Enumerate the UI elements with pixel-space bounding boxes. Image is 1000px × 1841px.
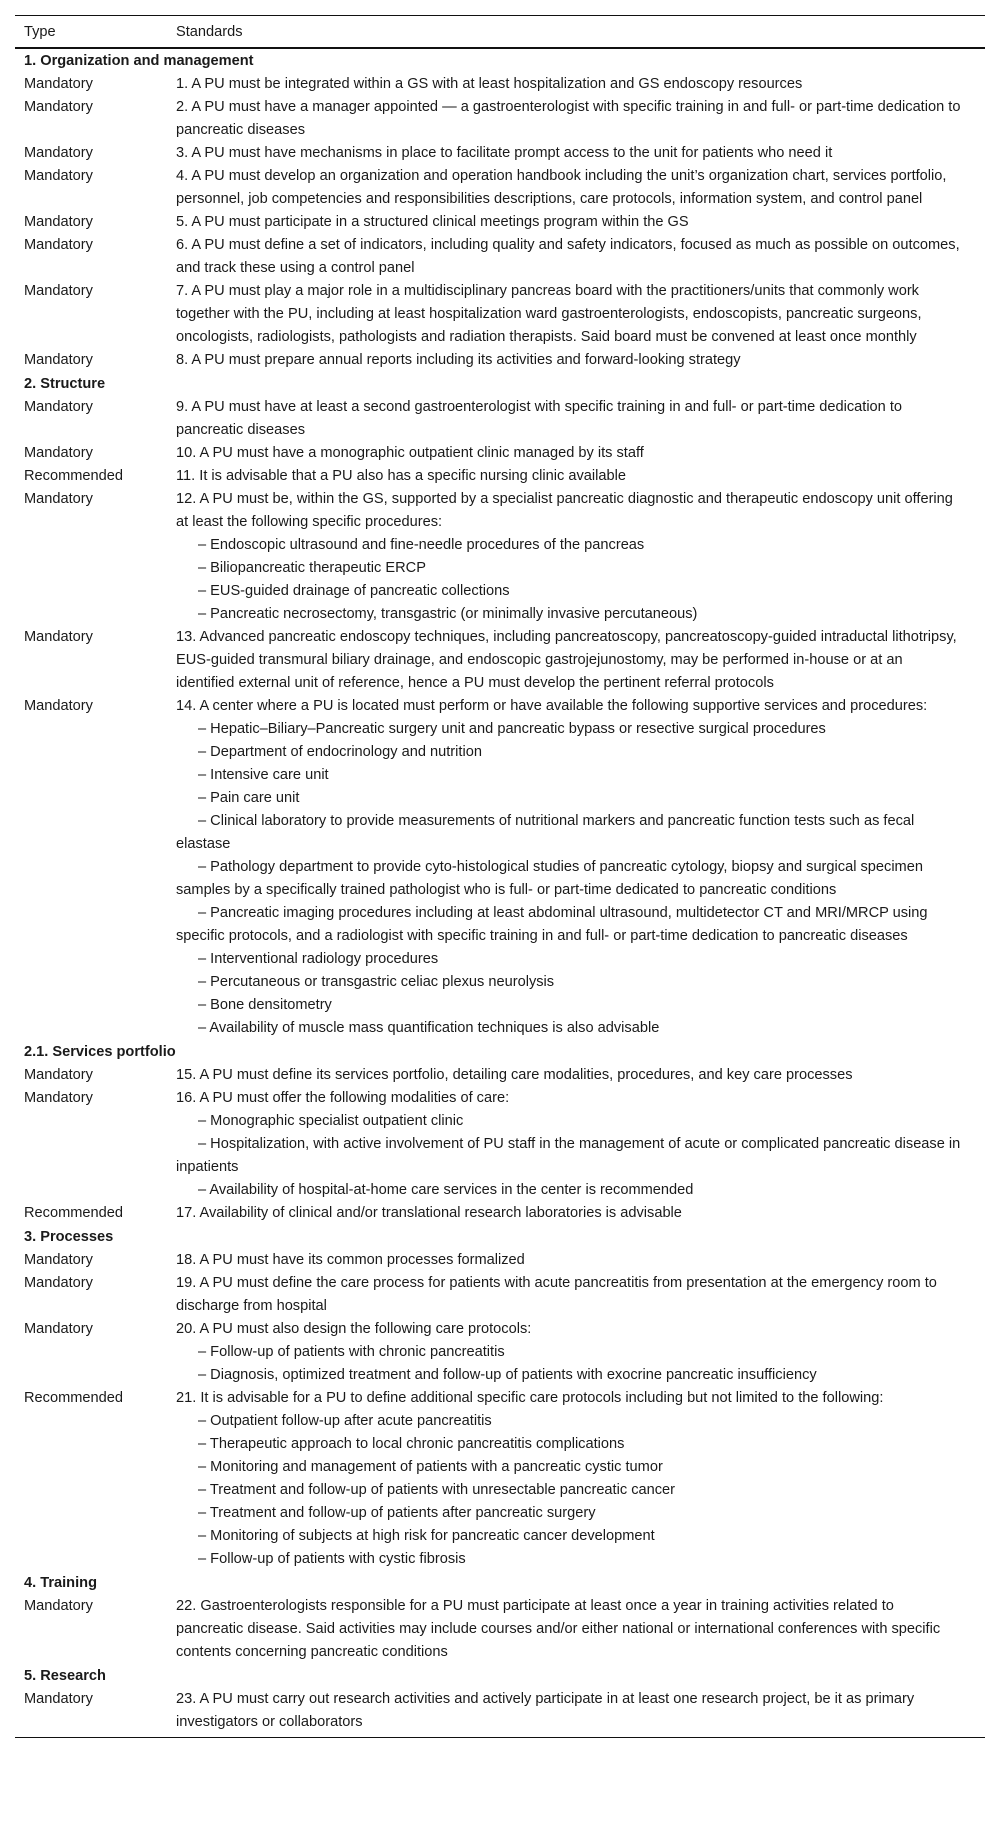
section-heading: 5. Research: [24, 1668, 106, 1684]
standard-text: 21. It is advisable for a PU to define additional specific care protocols including but not limited to the following:: [176, 1390, 884, 1406]
table-bottom-rule: [15, 1737, 985, 1738]
standard-text: 6. A PU must define a set of indicators, including quality and safety indicators, focused as much as possible on outcomes, and track these using a control panel: [176, 237, 960, 276]
standard-subitem: – Availability of muscle mass quantification techniques is also advisable: [198, 1020, 660, 1036]
standard-cell: [176, 1318, 985, 1387]
table-row: [15, 1387, 985, 1571]
standard-cell: [176, 626, 985, 695]
type-cell: Mandatory: [24, 352, 93, 368]
standard-subitem: – Interventional radiology procedures: [198, 951, 439, 967]
standard-subitem: – Treatment and follow-up of patients with unresectable pancreatic cancer: [198, 1482, 675, 1498]
standard-text: 2. A PU must have a manager appointed — a gastroenterologist with specific training in and full- or part-time dedication to pancreatic diseases: [176, 99, 961, 138]
standard-cell: [176, 1387, 985, 1571]
standard-text: 4. A PU must develop an organization and operation handbook including the unit’s organization chart, services portfolio, personnel, job competencies and responsibilities descriptions, care protocols, information system, and control panel: [176, 168, 947, 207]
type-cell: Mandatory: [24, 491, 93, 507]
standard-text: 23. A PU must carry out research activities and actively participate in at least one research project, be it as primary investigators or collaborators: [176, 1691, 915, 1730]
standard-cell: [176, 1688, 985, 1734]
standard-subitem: – Monitoring and management of patients with a pancreatic cystic tumor: [198, 1459, 663, 1475]
standard-cell: [176, 695, 985, 1040]
standard-text: 22. Gastroenterologists responsible for a PU must participate at least once a year in training activities related to pancreatic disease. Said activities may include courses and/or either national or international conferences with specific contents concerning pancreatic conditions: [176, 1598, 941, 1660]
type-cell: Mandatory: [24, 445, 93, 461]
standard-subitem: – Pathology department to provide cyto-histological studies of pancreatic cytology, biopsy and surgical specimen samples by a specifically trained pathologist who is full- or part-time dedicated to pancreatic conditions: [176, 859, 923, 898]
standard-text: 20. A PU must also design the following care protocols:: [176, 1321, 532, 1337]
type-cell: Recommended: [24, 1205, 123, 1221]
standard-subitem: – Follow-up of patients with chronic pancreatitis: [198, 1344, 505, 1360]
standard-subitem: – Availability of hospital-at-home care services in the center is recommended: [198, 1182, 694, 1198]
table-row: [15, 442, 985, 465]
standard-subitem: – Follow-up of patients with cystic fibrosis: [198, 1551, 466, 1567]
standard-cell: [176, 96, 985, 142]
table-row: [15, 234, 985, 280]
standard-subitem: – Endoscopic ultrasound and fine-needle procedures of the pancreas: [198, 537, 645, 553]
table-row: [15, 1318, 985, 1387]
table-row: [15, 1272, 985, 1318]
standard-text: 18. A PU must have its common processes formalized: [176, 1252, 525, 1268]
type-cell: Mandatory: [24, 1321, 93, 1337]
table-row: [15, 349, 985, 372]
table-row: [15, 1595, 985, 1664]
standard-cell: [176, 280, 985, 349]
standard-cell: [176, 211, 985, 234]
standard-text: 10. A PU must have a monographic outpatient clinic managed by its staff: [176, 445, 644, 461]
standard-text: 9. A PU must have at least a second gastroenterologist with specific training in and full- or part-time dedication to pancreatic diseases: [176, 399, 903, 438]
standard-subitem: – Percutaneous or transgastric celiac plexus neurolysis: [198, 974, 555, 990]
type-cell: Mandatory: [24, 1275, 93, 1291]
standard-subitem: – Treatment and follow-up of patients after pancreatic surgery: [198, 1505, 596, 1521]
table-header-row: [15, 16, 985, 47]
standard-text: 1. A PU must be integrated within a GS with at least hospitalization and GS endoscopy resources: [176, 76, 803, 92]
standard-subitem: – Pancreatic imaging procedures including at least abdominal ultrasound, multidetector CT and MRI/MRCP using specific protocols, and a radiologist with specific training in and full- or part-time dedication to pancreatic diseases: [176, 905, 928, 944]
table-row: [15, 1202, 985, 1225]
standard-subitem: – Monitoring of subjects at high risk for pancreatic cancer development: [198, 1528, 655, 1544]
type-cell: Mandatory: [24, 1067, 93, 1083]
table-row: [15, 280, 985, 349]
type-cell: Mandatory: [24, 629, 93, 645]
type-cell: Mandatory: [24, 1598, 93, 1614]
table-row: [15, 626, 985, 695]
type-cell: Mandatory: [24, 76, 93, 92]
standard-cell: [176, 1087, 985, 1202]
section-heading: 1. Organization and management: [24, 53, 254, 69]
type-cell: Mandatory: [24, 99, 93, 115]
table-row: [15, 1087, 985, 1202]
standard-cell: [176, 1202, 985, 1225]
standard-cell: [176, 396, 985, 442]
table-row: [15, 1688, 985, 1734]
standard-text: 7. A PU must play a major role in a multidisciplinary pancreas board with the practitioners/units that commonly work together with the PU, including at least hospitalization ward gastroenterologists, endoscopists, pancreatic surgeons, oncologists, radiologists, pathologists and radiation therapists. Said board must be convened at least once monthly: [176, 283, 922, 345]
type-cell: Mandatory: [24, 237, 93, 253]
standard-subitem: – Hepatic–Biliary–Pancreatic surgery unit and pancreatic bypass or resective surgical procedures: [198, 721, 826, 737]
standard-cell: [176, 349, 985, 372]
standard-cell: [176, 73, 985, 96]
standard-text: 19. A PU must define the care process for patients with acute pancreatitis from presentation at the emergency room to discharge from hospital: [176, 1275, 937, 1314]
type-cell: Mandatory: [24, 168, 93, 184]
type-cell: Mandatory: [24, 283, 93, 299]
standard-text: 3. A PU must have mechanisms in place to facilitate prompt access to the unit for patients who need it: [176, 145, 833, 161]
type-cell: Mandatory: [24, 698, 93, 714]
standard-cell: [176, 1272, 985, 1318]
standard-subitem: – Department of endocrinology and nutrition: [198, 744, 482, 760]
type-cell: Mandatory: [24, 399, 93, 415]
standard-subitem: – Outpatient follow-up after acute pancreatitis: [198, 1413, 492, 1429]
type-cell: Mandatory: [24, 214, 93, 230]
type-cell: Recommended: [24, 1390, 123, 1406]
standard-subitem: – Clinical laboratory to provide measurements of nutritional markers and pancreatic function tests such as fecal elastase: [176, 813, 915, 852]
standard-cell: [176, 234, 985, 280]
table-row: [15, 1249, 985, 1272]
standard-text: 13. Advanced pancreatic endoscopy techniques, including pancreatoscopy, pancreatoscopy-guided intraductal lithotripsy, EUS-guided transmural biliary drainage, and endoscopic gastrojejunostomy, may be performed in-house or at an identified external unit of reference, hence a PU must develop the pertinent referral protocols: [176, 629, 957, 691]
standard-cell: [176, 465, 985, 488]
standard-subitem: – Monographic specialist outpatient clinic: [198, 1113, 464, 1129]
table-row: [15, 142, 985, 165]
table-row: [15, 211, 985, 234]
standard-cell: [176, 142, 985, 165]
type-cell: Mandatory: [24, 1252, 93, 1268]
table-row: [15, 96, 985, 142]
table-body: [15, 49, 985, 1737]
standard-text: 5. A PU must participate in a structured clinical meetings program within the GS: [176, 214, 689, 230]
type-cell: Mandatory: [24, 1691, 93, 1707]
column-header-type: Type: [24, 23, 56, 40]
standard-cell: [176, 165, 985, 211]
standard-text: 16. A PU must offer the following modalities of care:: [176, 1090, 510, 1106]
section-heading: 2.1. Services portfolio: [24, 1044, 176, 1060]
standard-subitem: – Pancreatic necrosectomy, transgastric (or minimally invasive percutaneous): [198, 606, 698, 622]
standard-cell: [176, 1249, 985, 1272]
column-header-standards: Standards: [176, 23, 243, 40]
type-cell: Recommended: [24, 468, 123, 484]
type-cell: Mandatory: [24, 1090, 93, 1106]
section-heading: 3. Processes: [24, 1229, 114, 1245]
standard-subitem: – EUS-guided drainage of pancreatic collections: [198, 583, 510, 599]
table-row: [15, 73, 985, 96]
table-row: [15, 695, 985, 1040]
standard-cell: [176, 1064, 985, 1087]
standard-cell: [176, 488, 985, 626]
table-row: [15, 165, 985, 211]
standard-subitem: – Hospitalization, with active involvement of PU staff in the management of acute or complicated pancreatic disease in inpatients: [176, 1136, 961, 1175]
table-row: [15, 465, 985, 488]
standard-subitem: – Bone densitometry: [198, 997, 332, 1013]
standard-text: 12. A PU must be, within the GS, supported by a specialist pancreatic diagnostic and therapeutic endoscopy unit offering at least the following specific procedures:: [176, 491, 953, 530]
type-cell: Mandatory: [24, 145, 93, 161]
standard-cell: [176, 442, 985, 465]
table-row: [15, 396, 985, 442]
standard-subitem: – Intensive care unit: [198, 767, 329, 783]
section-heading: 4. Training: [24, 1575, 97, 1591]
standard-text: 8. A PU must prepare annual reports including its activities and forward-looking strategy: [176, 352, 741, 368]
standard-text: 11. It is advisable that a PU also has a specific nursing clinic available: [176, 468, 626, 484]
standard-text: 17. Availability of clinical and/or translational research laboratories is advisable: [176, 1205, 682, 1221]
standards-table: [15, 15, 985, 1738]
standard-text: 14. A center where a PU is located must perform or have available the following supportive services and procedures:: [176, 698, 928, 714]
standard-subitem: – Biliopancreatic therapeutic ERCP: [198, 560, 426, 576]
table-row: [15, 488, 985, 626]
standard-cell: [176, 1595, 985, 1664]
standard-subitem: – Therapeutic approach to local chronic pancreatitis complications: [198, 1436, 625, 1452]
standard-subitem: – Diagnosis, optimized treatment and follow-up of patients with exocrine pancreatic insufficiency: [198, 1367, 817, 1383]
standard-subitem: – Pain care unit: [198, 790, 300, 806]
standard-text: 15. A PU must define its services portfolio, detailing care modalities, procedures, and key care processes: [176, 1067, 853, 1083]
section-heading: 2. Structure: [24, 376, 106, 392]
table-row: [15, 1064, 985, 1087]
